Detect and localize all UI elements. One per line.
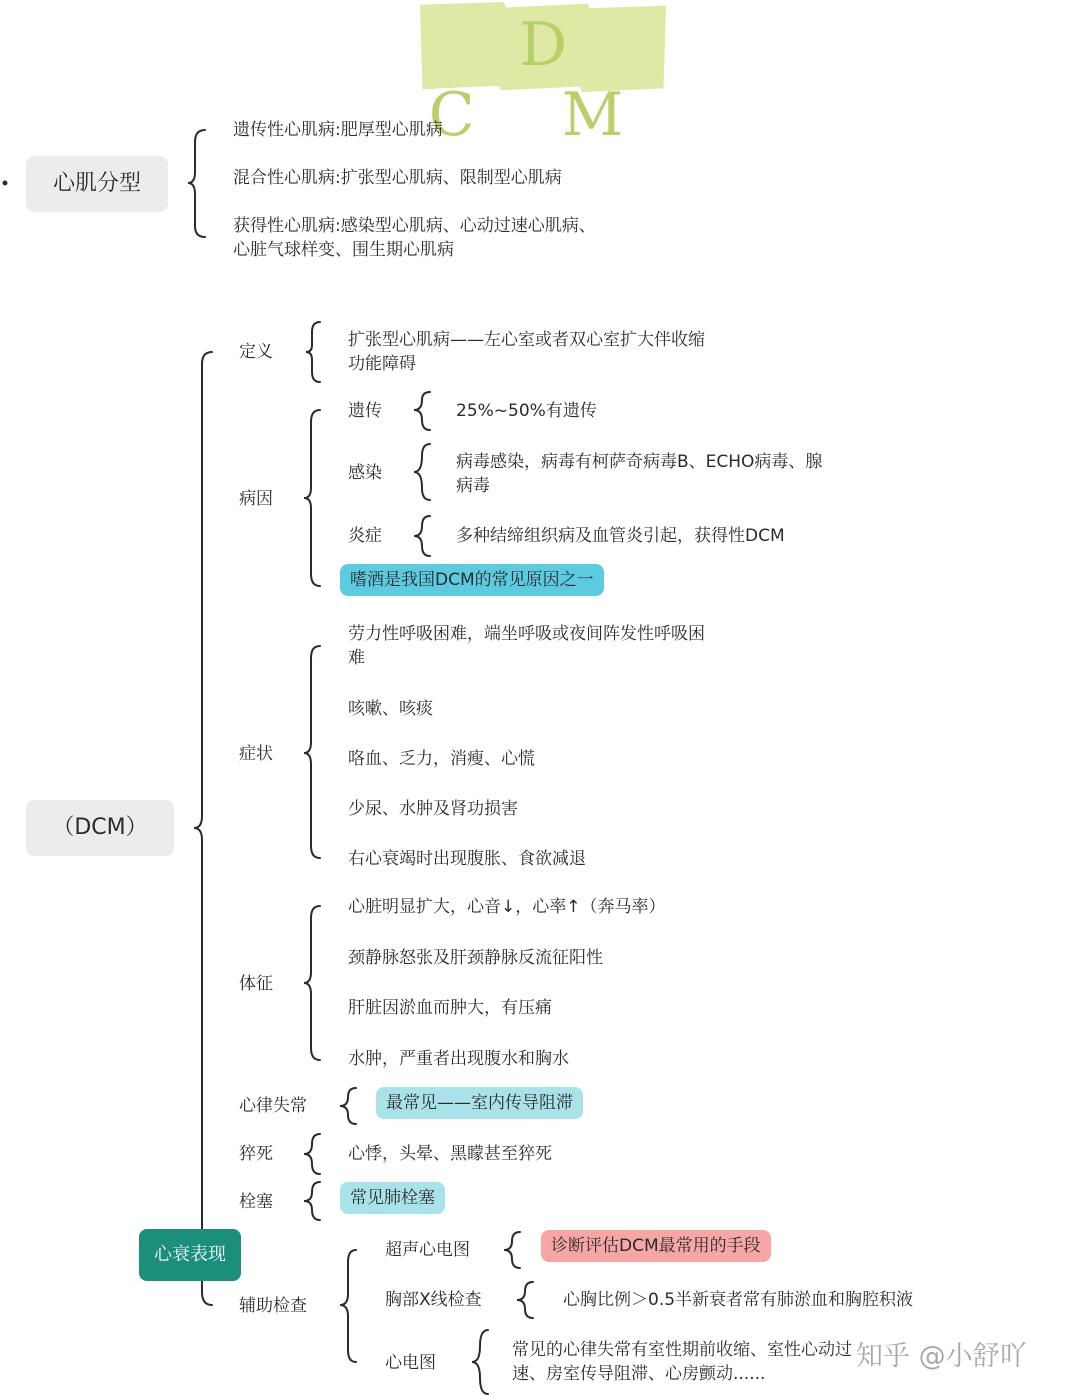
label-signs: 体征 bbox=[239, 974, 273, 994]
ecg-line-1: 常见的心律失常有室性期前收缩、室性心动过 bbox=[512, 1340, 852, 1360]
embolism-highlight: 常见肺栓塞 bbox=[340, 1182, 445, 1214]
infection-line-2: 病毒 bbox=[456, 476, 490, 496]
diagram-title: D C M bbox=[428, 10, 658, 150]
label-ecg: 心电图 bbox=[385, 1353, 436, 1373]
myocardial-type-mixed: 混合性心肌病:扩张型心肌病、限制型心肌病 bbox=[233, 168, 562, 188]
brace-infection bbox=[414, 444, 430, 500]
label-embolism: 栓塞 bbox=[239, 1192, 273, 1212]
label-definition: 定义 bbox=[239, 342, 273, 362]
label-echo: 超声心电图 bbox=[385, 1240, 470, 1260]
label-aux-exam: 辅助检查 bbox=[239, 1296, 307, 1316]
ecg-line-2: 速、房室传导阻滞、心房颤动...... bbox=[512, 1364, 766, 1384]
genetic-text: 25%~50%有遗传 bbox=[456, 401, 597, 421]
symptom-cough: 咳嗽、咳痰 bbox=[348, 699, 433, 719]
echo-highlight: 诊断评估DCM最常用的手段 bbox=[541, 1230, 771, 1262]
watermark-text: 知乎 @小舒吖 bbox=[856, 1341, 1027, 1372]
bullet-dot bbox=[4, 182, 7, 185]
infection-line-1: 病毒感染，病毒有柯萨奇病毒B、ECHO病毒、腺 bbox=[456, 452, 823, 472]
sign-jugular: 颈静脉怒张及肝颈静脉反流征阳性 bbox=[348, 948, 603, 968]
sudden-death-text: 心悸，头晕、黑矇甚至猝死 bbox=[348, 1144, 552, 1164]
brace-symptoms bbox=[304, 646, 320, 858]
brace-myocardial-types bbox=[188, 130, 205, 237]
node-heart-failure: 心衰表现 bbox=[139, 1229, 241, 1281]
brace-genetic bbox=[414, 392, 430, 430]
definition-line-1: 扩张型心肌病——左心室或者双心室扩大伴收缩 bbox=[348, 330, 705, 350]
symptom-dyspnea: 劳力性呼吸困难，端坐呼吸或夜间阵发性呼吸困 bbox=[348, 624, 705, 644]
brace-definition bbox=[306, 322, 320, 382]
brace-embolism bbox=[304, 1182, 320, 1220]
label-sudden-death: 猝死 bbox=[239, 1144, 273, 1164]
definition-line-2: 功能障碍 bbox=[348, 354, 416, 374]
label-infection: 感染 bbox=[348, 463, 382, 483]
inflammation-text: 多种结缔组织病及血管炎引起，获得性DCM bbox=[456, 526, 785, 546]
xray-text: 心胸比例＞0.5半新衰者常有肺淤血和胸腔积液 bbox=[563, 1290, 914, 1310]
brace-echo bbox=[504, 1232, 520, 1268]
brace-xray bbox=[517, 1282, 533, 1318]
label-genetic: 遗传 bbox=[348, 401, 382, 421]
node-dcm: （DCM） bbox=[26, 800, 174, 856]
brace-signs bbox=[304, 906, 320, 1060]
myocardial-type-acquired: 获得性心肌病:感染型心肌病、心动过速心肌病、 bbox=[233, 216, 596, 236]
sign-edema: 水肿，严重者出现腹水和胸水 bbox=[348, 1049, 569, 1069]
symptom-dyspnea-cont: 难 bbox=[348, 648, 365, 668]
brace-etiology bbox=[304, 410, 320, 586]
brace-sudden-death bbox=[304, 1134, 320, 1174]
label-inflammation: 炎症 bbox=[348, 526, 382, 546]
node-myocardial-types: 心肌分型 bbox=[26, 156, 168, 212]
label-etiology: 病因 bbox=[239, 489, 273, 509]
label-symptoms: 症状 bbox=[239, 744, 273, 764]
symptom-right-hf: 右心衰竭时出现腹胀、食欲减退 bbox=[348, 849, 586, 869]
etiology-alcohol-highlight: 嗜酒是我国DCM的常见原因之一 bbox=[340, 564, 604, 596]
myocardial-type-genetic: 遗传性心肌病:肥厚型心肌病 bbox=[233, 120, 443, 140]
brace-ecg bbox=[472, 1330, 488, 1394]
label-arrhythmia: 心律失常 bbox=[239, 1096, 307, 1116]
brace-inflammation bbox=[414, 516, 430, 556]
brace-dcm-main bbox=[194, 352, 212, 1305]
symptom-oliguria: 少尿、水肿及肾功损害 bbox=[348, 799, 518, 819]
symptom-hemoptysis: 咯血、乏力，消瘦、心慌 bbox=[348, 749, 535, 769]
sign-cardiomegaly: 心脏明显扩大，心音↓，心率↑（奔马率） bbox=[348, 897, 666, 917]
myocardial-type-acquired-cont: 心脏气球样变、围生期心肌病 bbox=[233, 240, 454, 260]
arrhythmia-highlight: 最常见——室内传导阻滞 bbox=[376, 1087, 583, 1119]
label-xray: 胸部X线检查 bbox=[385, 1290, 482, 1310]
brace-aux-exam bbox=[340, 1250, 356, 1362]
sign-liver: 肝脏因淤血而肿大，有压痛 bbox=[348, 998, 552, 1018]
brace-arrhythmia bbox=[340, 1088, 356, 1124]
